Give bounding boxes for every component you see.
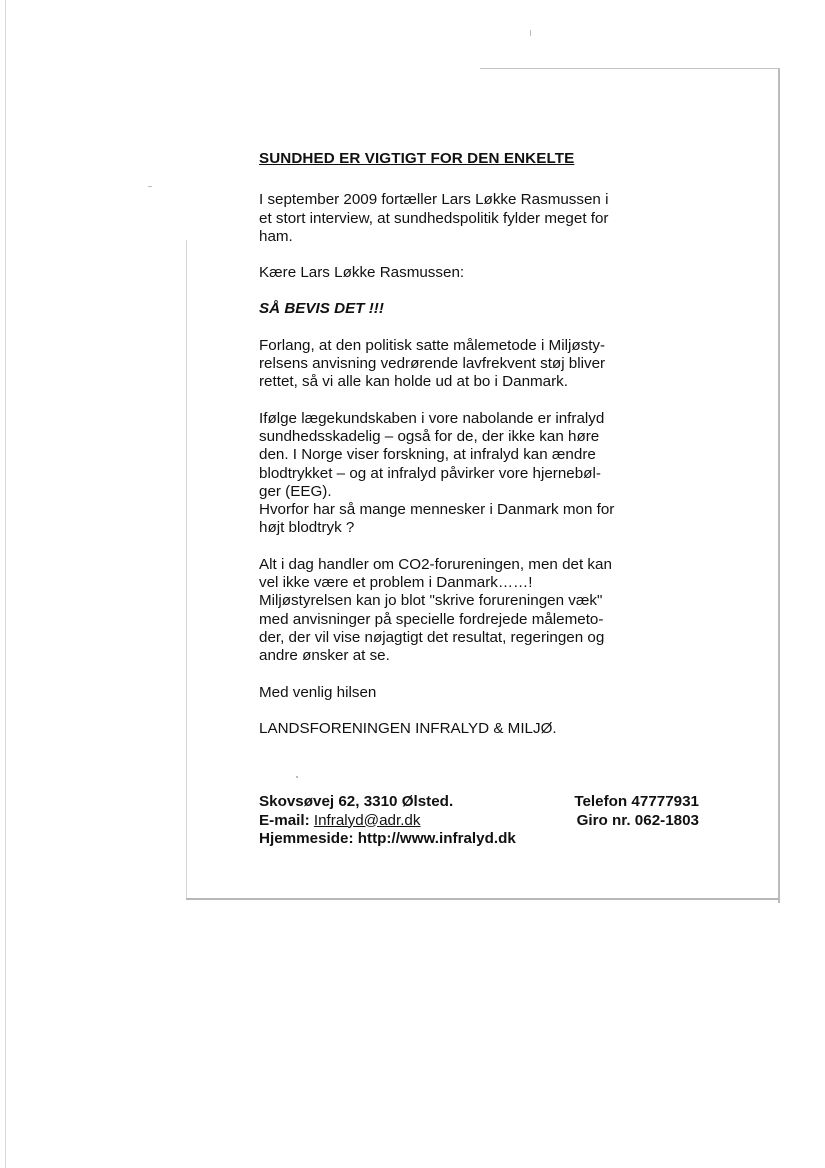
demand-paragraph xyxy=(259,337,679,392)
text-line: blodtrykket – og at infralyd påvirker vore hjernebøl- xyxy=(259,464,601,482)
salutation: Kære Lars Løkke Rasmussen: xyxy=(259,264,465,282)
emphasis-line: SÅ BEVIS DET !!! xyxy=(259,300,384,318)
text-line: med anvisninger på specielle fordrejede målemeto- xyxy=(259,610,604,628)
phone-number: Telefon 47777931 xyxy=(574,793,699,810)
text-line: ham. xyxy=(259,227,293,245)
letter-body xyxy=(259,150,679,756)
scan-speck xyxy=(148,186,152,187)
text-line: Alt i dag handler om CO2-forureningen, men det kan xyxy=(259,555,612,573)
scan-speck xyxy=(530,30,531,36)
frame-border-right xyxy=(778,68,780,903)
contact-block xyxy=(259,793,699,849)
frame-border-bottom xyxy=(186,898,780,900)
frame-border-left xyxy=(186,240,187,900)
research-paragraph xyxy=(259,410,679,538)
email-line xyxy=(259,812,420,831)
text-line: rettet, så vi alle kan holde ud at bo i Danmark. xyxy=(259,373,568,391)
text-line: den. I Norge viser forskning, at infralyd kan ændre xyxy=(259,446,596,464)
text-line: Forlang, at den politisk satte målemetode i Miljøsty- xyxy=(259,336,606,354)
email-link[interactable]: Infralyd@adr.dk xyxy=(313,811,421,829)
text-line: ger (EEG). xyxy=(259,482,332,500)
closing: Med venlig hilsen xyxy=(259,683,377,701)
intro-paragraph xyxy=(259,191,679,246)
text-line: der, der vil vise nøjagtigt det resultat, regeringen og xyxy=(259,628,605,646)
frame-border-top xyxy=(480,68,780,69)
sender-name: LANDSFORENINGEN INFRALYD & MILJØ. xyxy=(259,719,557,737)
giro-number: Giro nr. 062-1803 xyxy=(576,811,699,829)
contact-row xyxy=(259,830,699,849)
text-line: andre ønsker at se. xyxy=(259,647,390,665)
text-line: Hvorfor har så mange mennesker i Danmark mon for xyxy=(259,501,615,519)
address: Skovsøvej 62, 3310 Ølsted. xyxy=(259,793,454,810)
text-line: sundhedsskadelig – også for de, der ikke kan høre xyxy=(259,427,600,445)
text-line: vel ikke være et problem i Danmark……! xyxy=(259,574,533,592)
contact-row xyxy=(259,793,699,812)
text-line: højt blodtryk ? xyxy=(259,519,355,537)
text-line: Miljøstyrelsen kan jo blot "skrive forureningen væk" xyxy=(259,592,603,610)
scan-edge-left xyxy=(5,0,6,1168)
text-line: et stort interview, at sundhedspolitik fylder meget for xyxy=(259,209,609,227)
text-line: relsens anvisning vedrørende lavfrekvent støj bliver xyxy=(259,355,606,373)
letter-heading: SUNDHED ER VIGTIGT FOR DEN ENKELTE xyxy=(259,150,575,167)
email-label: E-mail: xyxy=(259,811,310,829)
co2-paragraph xyxy=(259,556,679,666)
text-line: I september 2009 fortæller Lars Løkke Rasmussen i xyxy=(259,191,609,209)
scan-speck xyxy=(296,776,298,778)
website[interactable]: Hjemmeside: http://www.infralyd.dk xyxy=(259,830,516,847)
contact-row xyxy=(259,812,699,831)
text-line: Ifølge lægekundskaben i vore nabolande er infralyd xyxy=(259,409,605,427)
